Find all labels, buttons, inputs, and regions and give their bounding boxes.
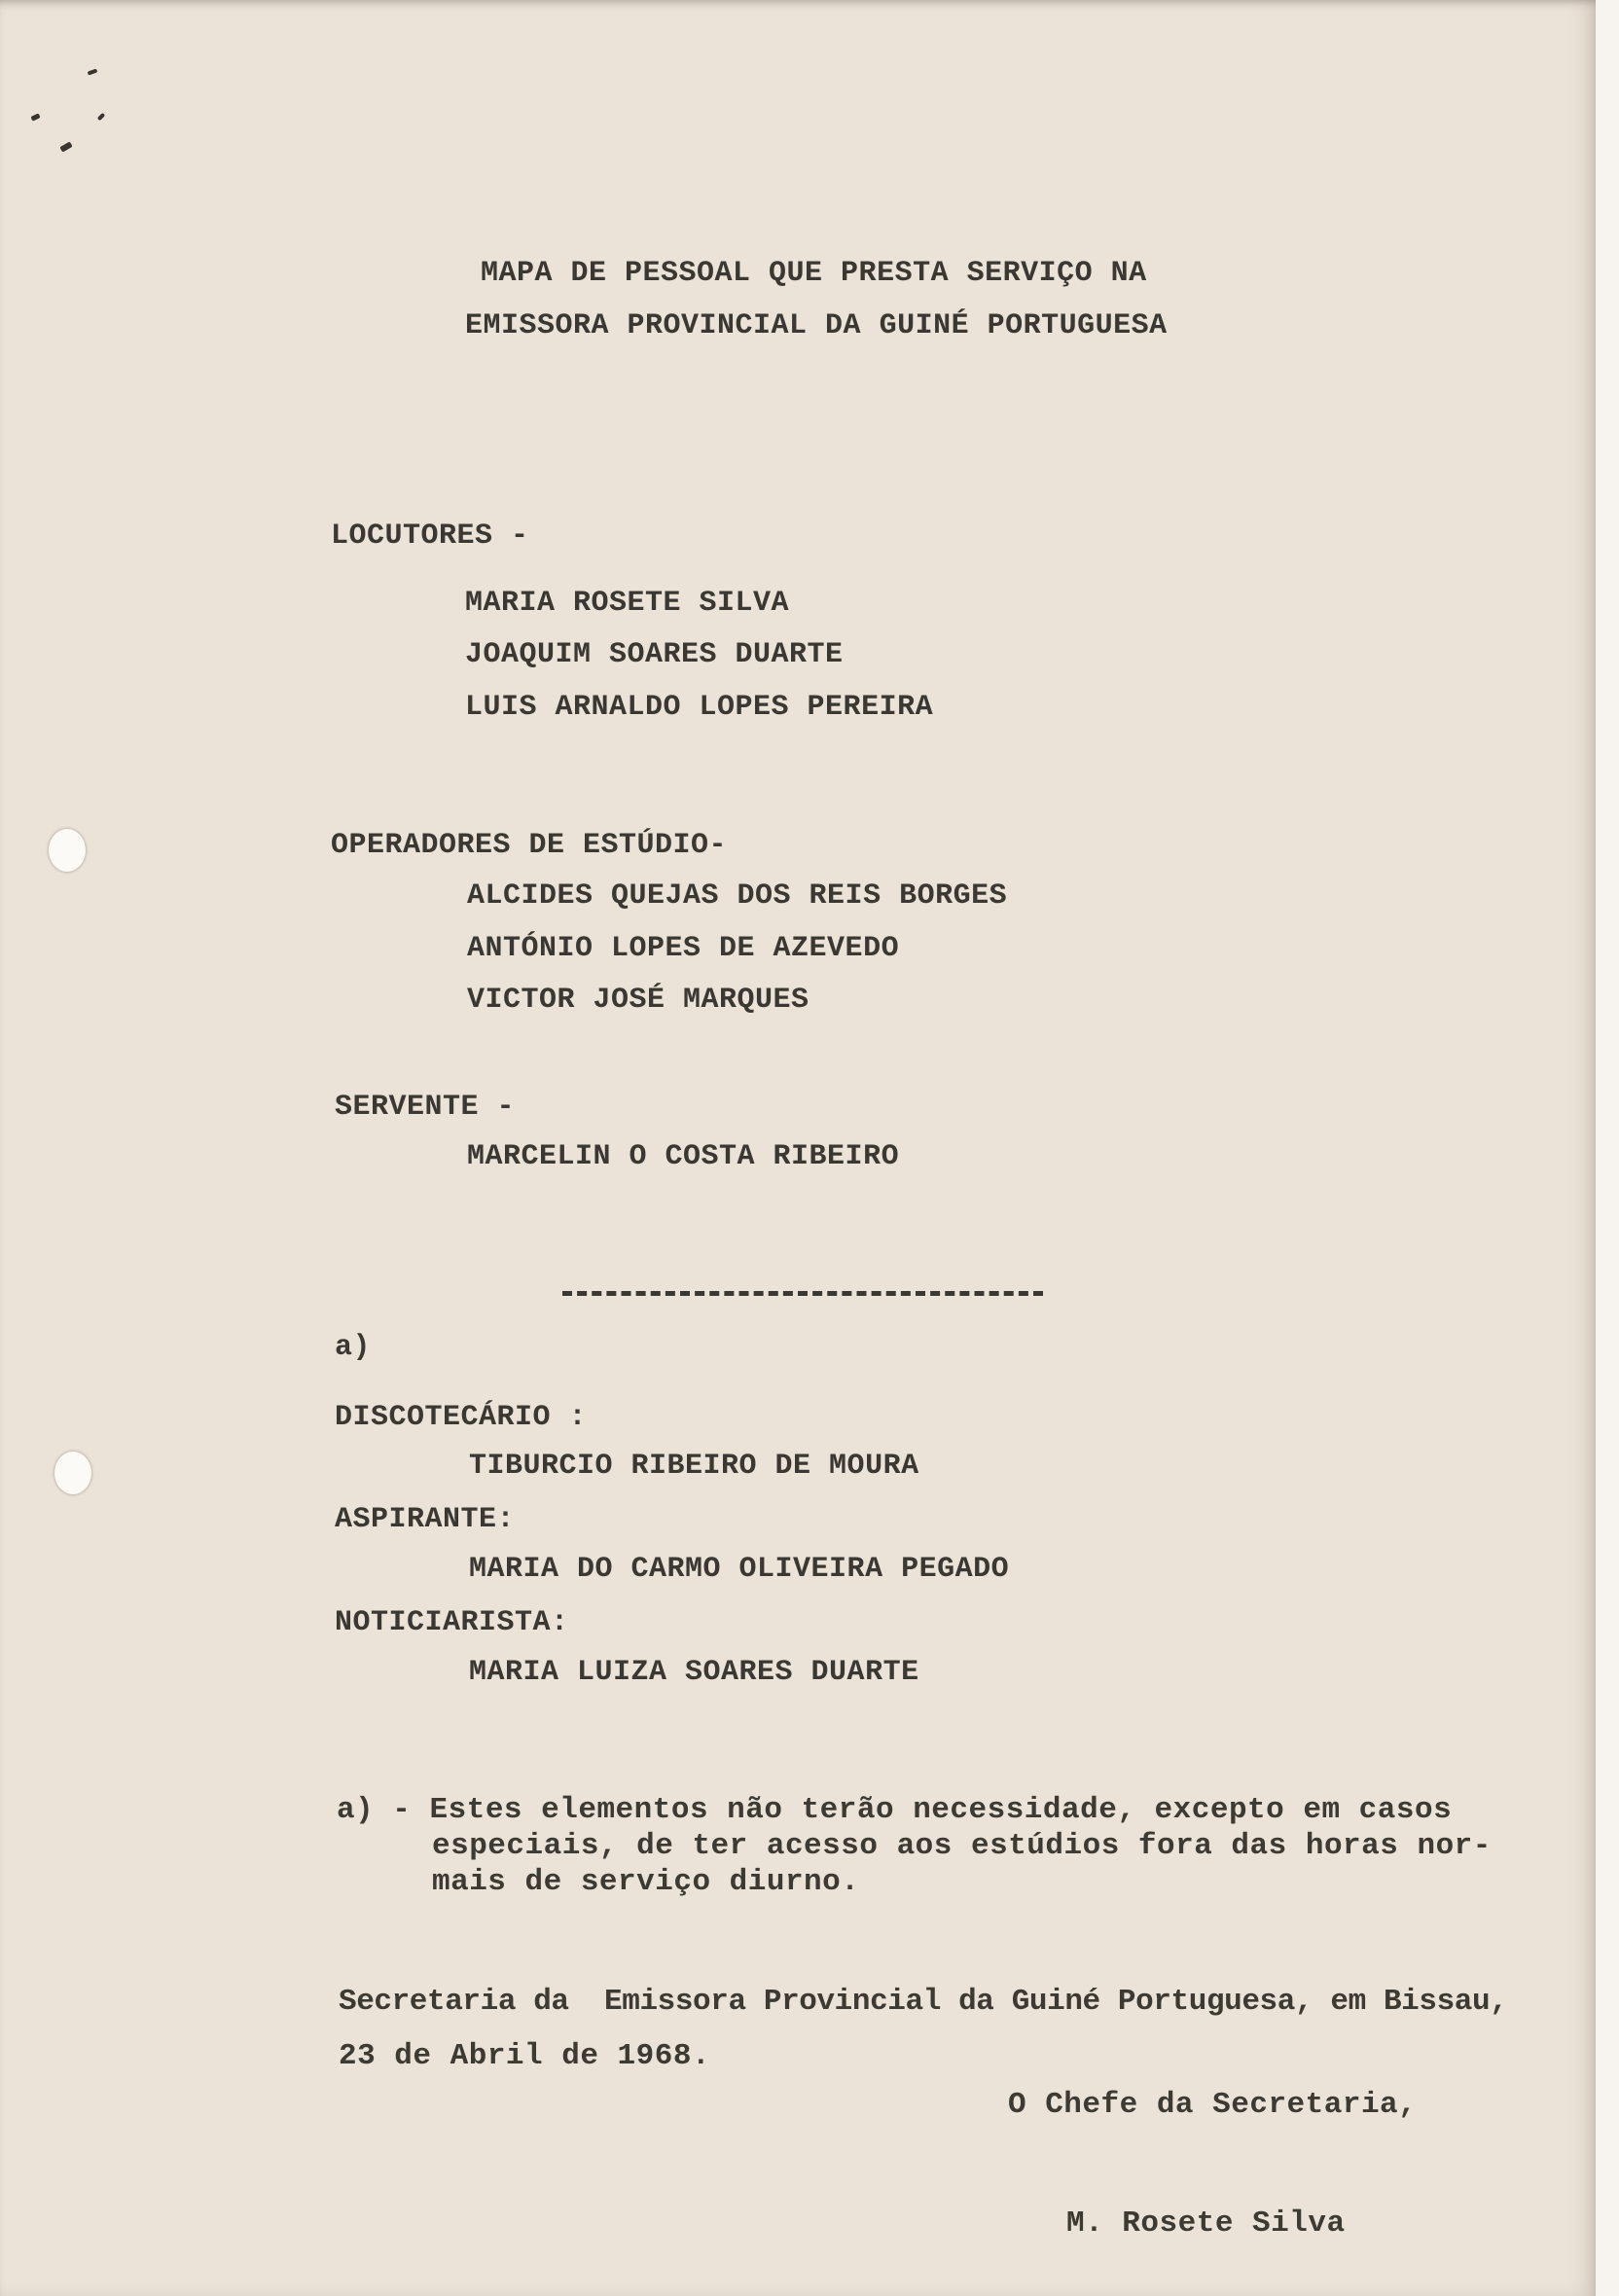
operadores-heading: OPERADORES DE ESTÚDIO- — [331, 829, 728, 862]
operador-name: VICTOR JOSÉ MARQUES — [467, 984, 810, 1017]
operador-name: ANTÓNIO LOPES DE AZEVEDO — [467, 932, 900, 965]
note-line-3: mais de serviço diurno. — [432, 1865, 860, 1899]
title-line-2: EMISSORA PROVINCIAL DA GUINÉ PORTUGUESA — [465, 309, 1168, 342]
signatory-name: M. Rosete Silva — [1066, 2206, 1346, 2241]
page-edge-background — [1596, 0, 1619, 2296]
signatory-role: O Chefe da Secretaria, — [1008, 2088, 1418, 2122]
servente-name: MARCELIN O COSTA RIBEIRO — [467, 1140, 900, 1173]
separator-line — [562, 1291, 1043, 1296]
locutor-name: JOAQUIM SOARES DUARTE — [465, 638, 844, 671]
locutor-name: MARIA ROSETE SILVA — [465, 587, 790, 620]
closing-place: Secretaria da Emissora Provincial da Guiné Portuguesa, em Bissau, — [339, 1985, 1508, 2019]
servente-heading: SERVENTE - — [335, 1091, 516, 1124]
title-line-1: MAPA DE PESSOAL QUE PRESTA SERVIÇO NA — [481, 257, 1147, 290]
note-line-1: a) - Estes elementos não terão necessidade, excepto em casos — [337, 1793, 1453, 1827]
noticiarista-name: MARIA LUIZA SOARES DUARTE — [469, 1656, 919, 1689]
discotecario-name: TIBURCIO RIBEIRO DE MOURA — [469, 1450, 919, 1483]
footnote-marker: a) — [335, 1331, 372, 1364]
ink-speck — [88, 68, 98, 75]
ink-speck — [97, 113, 105, 121]
ink-speck — [59, 141, 72, 152]
aspirante-heading: ASPIRANTE: — [335, 1503, 516, 1536]
note-line-2: especiais, de ter acesso aos estúdios fora das horas nor- — [432, 1829, 1492, 1863]
discotecario-heading: DISCOTECÁRIO : — [335, 1401, 588, 1434]
locutores-heading: LOCUTORES - — [331, 520, 529, 553]
punch-hole — [49, 829, 86, 872]
operador-name: ALCIDES QUEJAS DOS REIS BORGES — [467, 879, 1008, 913]
punch-hole — [54, 1452, 91, 1494]
noticiarista-heading: NOTICIARISTA: — [335, 1606, 569, 1639]
aspirante-name: MARIA DO CARMO OLIVEIRA PEGADO — [469, 1553, 1010, 1586]
closing-date: 23 de Abril de 1968. — [339, 2039, 711, 2073]
locutor-name: LUIS ARNALDO LOPES PEREIRA — [465, 691, 934, 724]
ink-speck — [30, 113, 40, 121]
